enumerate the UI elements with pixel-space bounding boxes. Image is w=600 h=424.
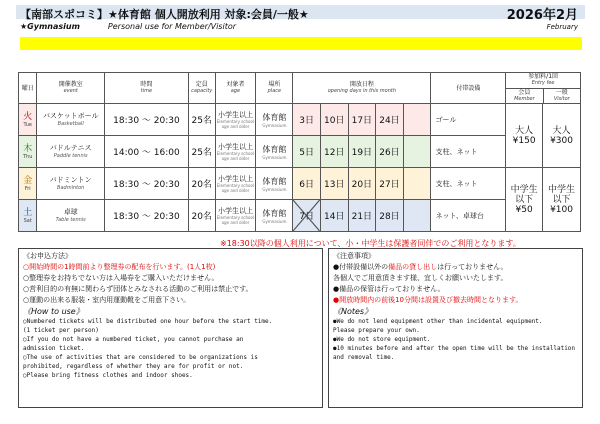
table-row	[19, 168, 581, 200]
month-label: 2026年2月	[506, 8, 578, 23]
age-cell: 小学生以上 Elementary school age and older	[215, 200, 256, 232]
col-day: 曜日	[19, 73, 37, 104]
guardian-notice: ※18:30以降の個人利用について、小・中学生は保護者同伴でのご利用となります。	[220, 239, 521, 248]
place-cell: 体育館 Gymnasium	[256, 200, 293, 232]
note-en-line: and removal time.	[333, 354, 395, 361]
page-title: 【南部スポコミ】★体育館 個人開放利用 対象:会員/一般★	[20, 8, 309, 21]
note-line: 各個人でご用意頂きます様、宜しくお願いいたします。	[333, 274, 508, 282]
date-cell-cancelled: 7日	[293, 200, 321, 232]
col-capacity: 定員 capacity	[188, 73, 215, 104]
time-cell: 14:00 〜 16:00	[104, 136, 188, 168]
date-cell	[403, 104, 431, 136]
note-line: ●備品の保管は行っておりません。	[333, 285, 445, 293]
how-to-use-line: admission ticket.	[23, 345, 85, 352]
date-cell	[403, 136, 431, 168]
age-cell: 小学生以上 Elementary school age and older	[215, 104, 256, 136]
apply-title: 《お申込方法》	[23, 252, 72, 260]
how-to-use-line: ○If you do not have a numbered ticket, you cannot purchase an	[23, 336, 244, 343]
event-cell: バスケットボール Basketball	[37, 104, 105, 136]
col-event: 開催教室 event	[37, 73, 105, 104]
day-cell: 火 Tue	[19, 104, 37, 136]
time-cell: 18:30 〜 20:30	[104, 168, 188, 200]
capacity-cell: 25名	[188, 104, 215, 136]
header-row	[19, 73, 581, 104]
age-cell: 小学生以上 Elementary school age and older	[215, 168, 256, 200]
date-cell	[403, 168, 431, 200]
col-dates: 開放日程 opening days in this month	[293, 73, 431, 104]
date-cell: 24日	[376, 104, 404, 136]
notes-en-title: 《Notes》	[333, 307, 373, 316]
col-fee: 参加料/1回 Entry fee 会員 Member 一般 Visitor	[506, 73, 581, 104]
notes-box	[328, 248, 583, 408]
date-cell: 14日	[320, 200, 348, 232]
schedule-table	[18, 72, 581, 232]
time-cell: 18:30 〜 20:30	[104, 104, 188, 136]
note-en-line: ●We do not store equipment.	[333, 336, 431, 343]
day-cell: 金 Fri	[19, 168, 37, 200]
day-cell: 木 Thu	[19, 136, 37, 168]
date-cell: 12日	[320, 136, 348, 168]
equipment-cell: ネット、卓球台	[431, 200, 506, 232]
date-cell	[403, 200, 431, 232]
age-cell: 小学生以上 Elementary school age and older	[215, 136, 256, 168]
col-equipment: 付帯設備	[431, 73, 506, 104]
apply-line: ○運動の出来る服装・室内用運動靴をご用意下さい。	[23, 296, 191, 304]
table-row	[19, 136, 581, 168]
date-cell: 27日	[376, 168, 404, 200]
capacity-cell: 25名	[188, 136, 215, 168]
date-cell: 28日	[376, 200, 404, 232]
apply-line: ○整理券をお持ちでない方は入場券をご購入いただけません。	[23, 274, 219, 282]
apply-line: ○営利目的の有無に関わらず団体とみなされる活動のご利用は禁止です。	[23, 285, 253, 293]
note-en-line: ●10 minutes before and after the open time will be the installation	[333, 345, 576, 352]
month-en: February	[546, 23, 578, 31]
date-cell: 17日	[348, 104, 376, 136]
highlight-banner	[20, 37, 582, 50]
how-to-use-line: ○Please bring fitness clothes and indoor shoes.	[23, 372, 193, 379]
date-cell: 26日	[376, 136, 404, 168]
date-cell: 13日	[320, 168, 348, 200]
notes-title: 《注意事項》	[333, 252, 375, 260]
date-cell: 21日	[348, 200, 376, 232]
event-cell: バドミントン Badminton	[37, 168, 105, 200]
place-cell: 体育館 Gymnasium	[256, 136, 293, 168]
how-to-apply-box	[18, 248, 323, 408]
fee-member-adult: 大人 ¥150	[506, 104, 543, 168]
date-cell: 6日	[293, 168, 321, 200]
day-cell: 土 Sat	[19, 200, 37, 232]
note-line: ●付帯設備以外の備品の貸し出しは行っておりません。	[333, 263, 508, 271]
how-to-use-title: 《How to use》	[23, 307, 84, 316]
capacity-cell: 20名	[188, 168, 215, 200]
event-cell: 卓球 Table tennis	[37, 200, 105, 232]
date-cell: 19日	[348, 136, 376, 168]
how-to-use-line: prohibited, regardless of whether they are for profit or not.	[23, 363, 244, 370]
date-cell: 10日	[320, 104, 348, 136]
place-cell: 体育館 Gymnasium	[256, 104, 293, 136]
fee-visitor-adult: 大人 ¥300	[543, 104, 581, 168]
time-cell: 18:30 〜 20:30	[104, 200, 188, 232]
capacity-cell: 20名	[188, 200, 215, 232]
how-to-use-line: (1 ticket per person)	[23, 327, 99, 334]
date-cell: 20日	[348, 168, 376, 200]
table-row	[19, 104, 581, 136]
event-cell: バドルテニス Paddle tennis	[37, 136, 105, 168]
equipment-cell: 支柱、ネット	[431, 136, 506, 168]
date-cell: 5日	[293, 136, 321, 168]
fee-visitor-child: 中学生 以下 ¥100	[543, 168, 581, 232]
table-row	[19, 200, 581, 232]
subtitle-en: ★Gymnasium Personal use for Member/Visitor	[20, 22, 237, 31]
date-cell: 3日	[293, 104, 321, 136]
how-to-use-line: ○The use of activities that are considered to be organizations is	[23, 354, 258, 361]
col-place: 場所 place	[256, 73, 293, 104]
how-to-use-line: ○Numbered tickets will be distributed one hour before the start time.	[23, 318, 273, 325]
apply-line: ○開始時間の1時間前より整理券の配布を行います。(1人1枚)	[23, 263, 216, 271]
place-cell: 体育館 Gymnasium	[256, 168, 293, 200]
note-en-line: ●We do not lend equipment other than incidental equipment.	[333, 318, 543, 325]
equipment-cell: 支柱、ネット	[431, 168, 506, 200]
fee-member-child: 中学生 以下 ¥50	[506, 168, 543, 232]
col-time: 時間 time	[104, 73, 188, 104]
col-age: 対象者 age	[215, 73, 256, 104]
note-line: ●開放時間内の前後10分間は設置及び撤去時間となります。	[333, 296, 523, 304]
equipment-cell: ゴール	[431, 104, 506, 136]
note-en-line: Please prepare your own.	[333, 327, 420, 334]
